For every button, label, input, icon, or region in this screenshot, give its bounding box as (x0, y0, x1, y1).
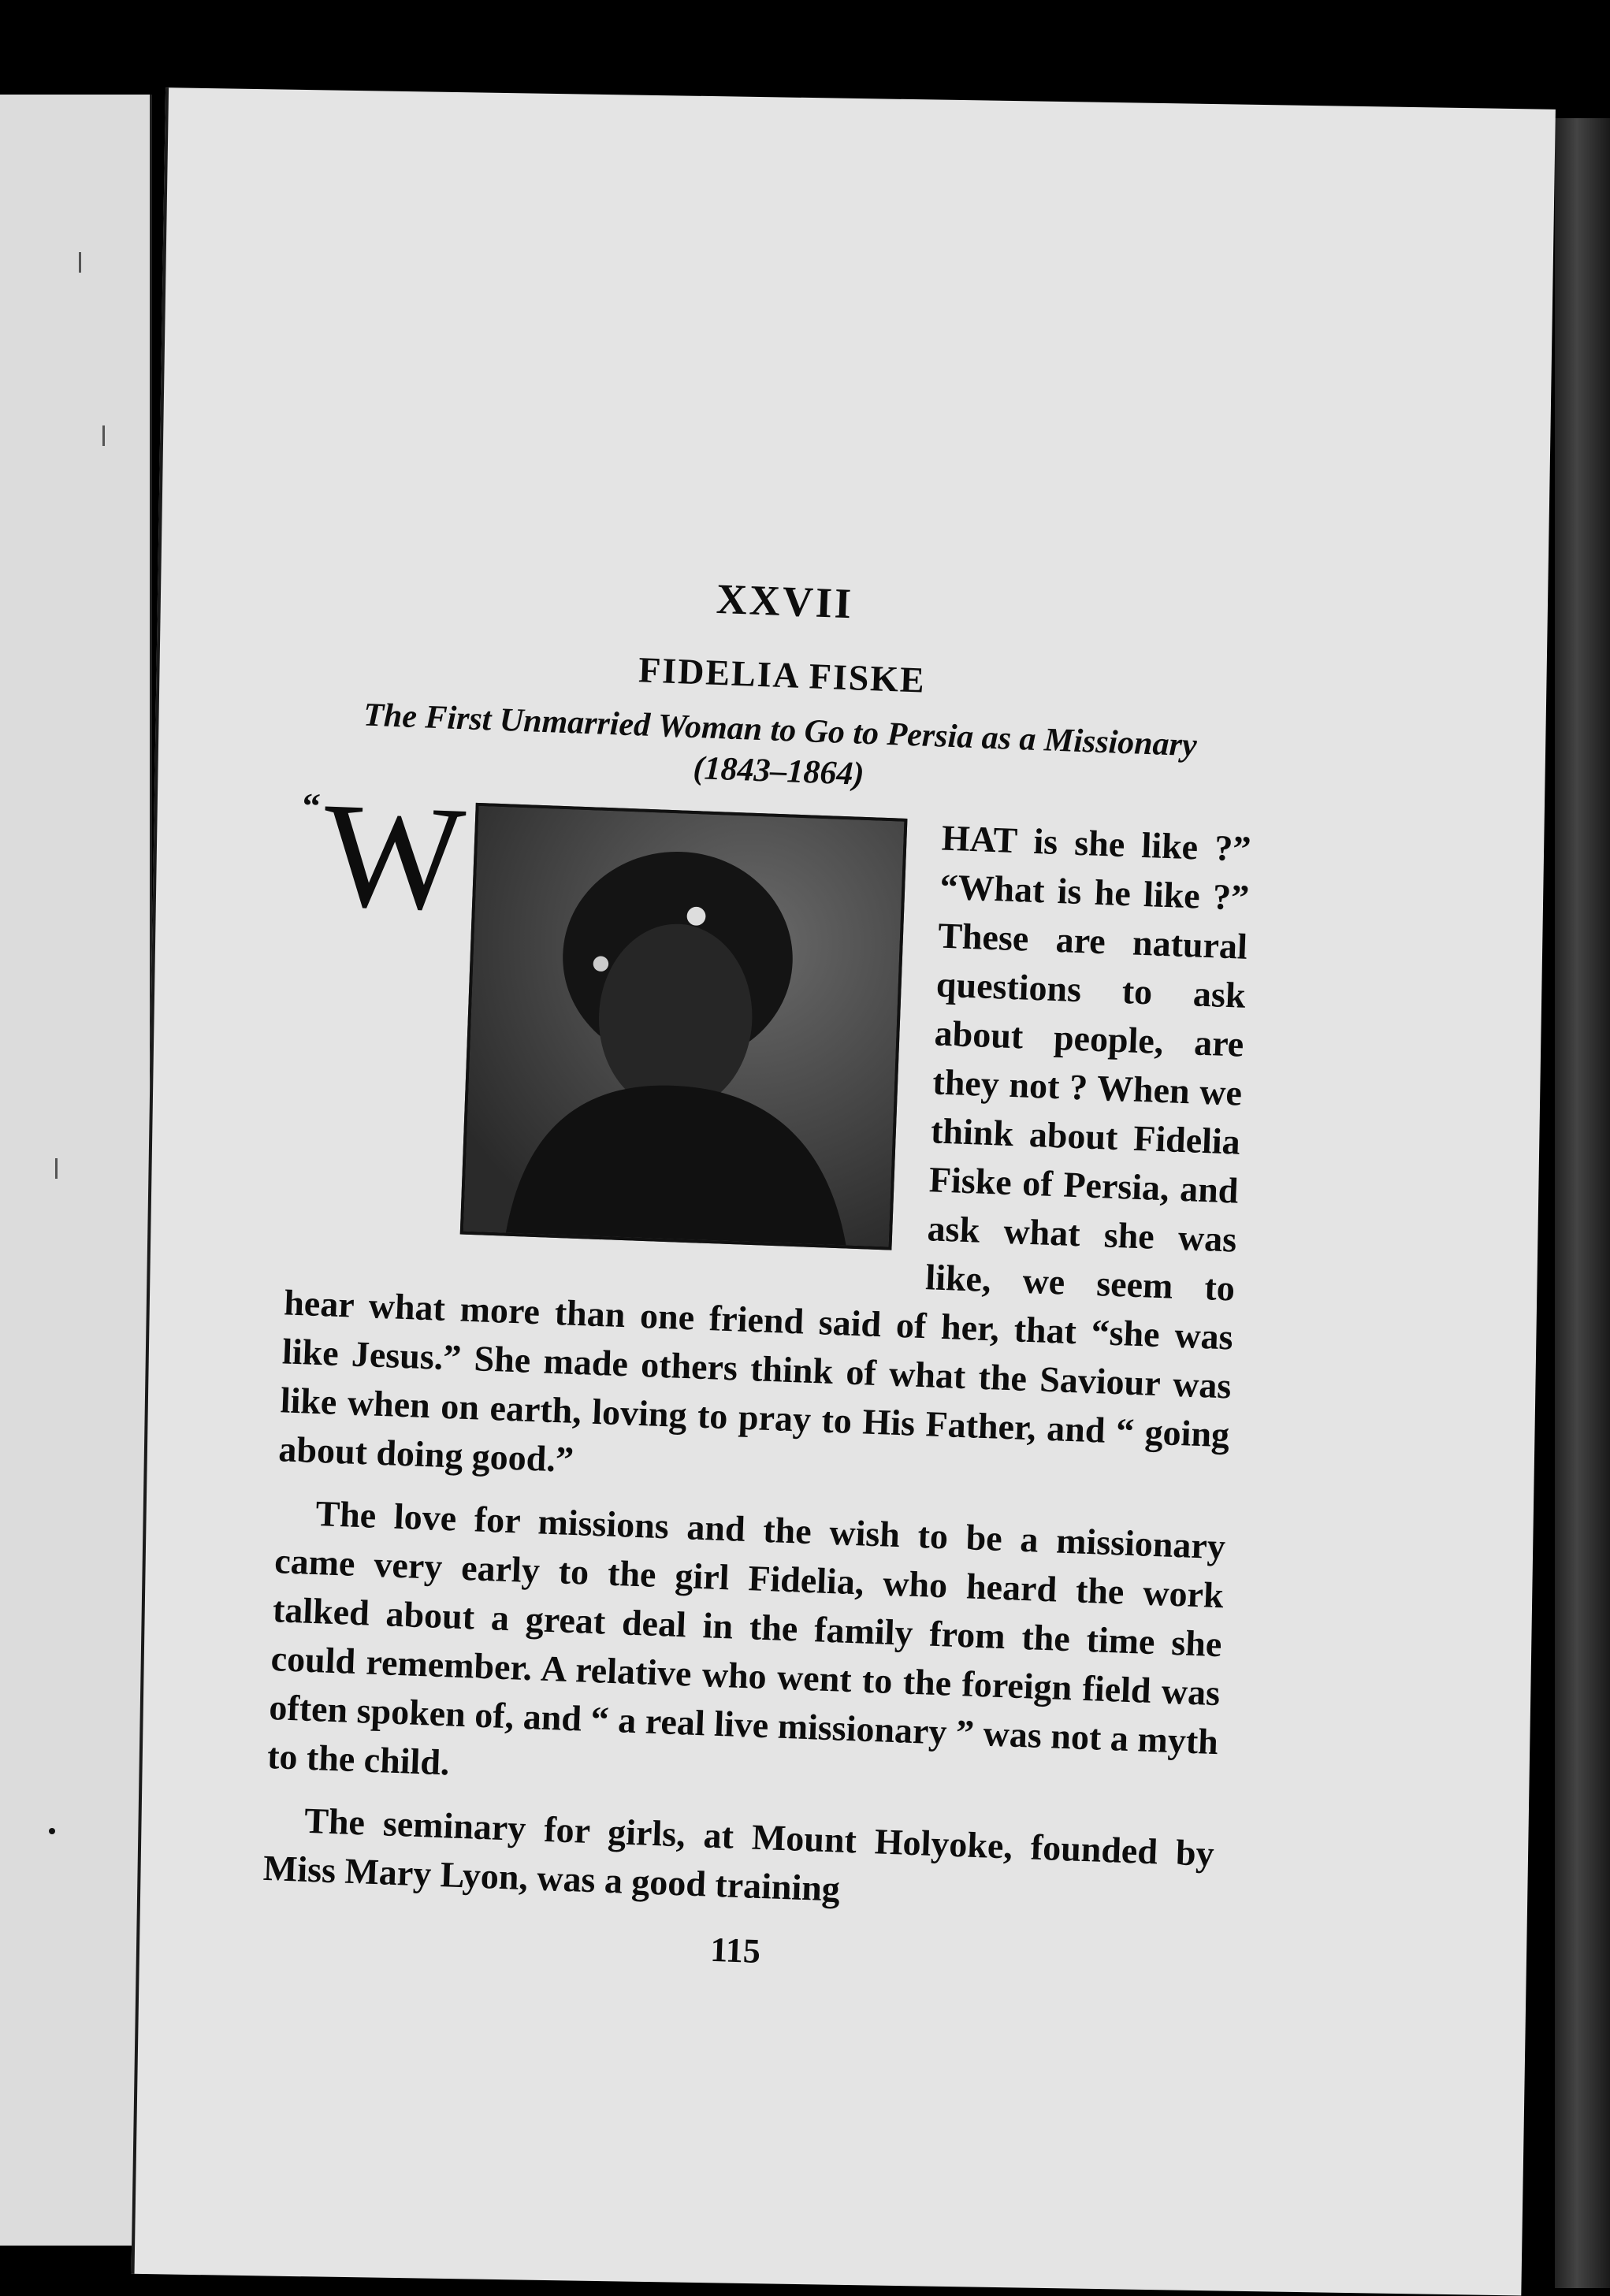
drop-cap: W (320, 771, 468, 943)
paragraph-intro (277, 771, 1252, 1509)
page-mark (79, 252, 81, 273)
paragraph-3: The seminary for girls, at Mount Holyoke, founded by Miss Mary Lyon, was a good training (262, 1800, 1215, 1909)
page-number: 115 (709, 1930, 761, 1971)
chapter-subtitle: The First Unmarried Woman to Go to Persia as a Missionary (1843–1864) (363, 697, 1198, 793)
paragraph-intro-text: HAT is she like ?” “What is he like ?” These are natural questions to ask about people, are they not ? When we think about Fidelia Fiske of Persia, and ask what she was like, we seem to hear what more than one friend said of her, that “she was like Jesus.” She made others think of what the Saviour was like when on earth, loving to pray to His Father, and “ going about doing good.” (277, 817, 1252, 1480)
portrait-figure (463, 806, 904, 1246)
page-content (260, 559, 1260, 1988)
page-mark (102, 425, 105, 446)
opening-quote: “ (301, 785, 322, 827)
facing-page (0, 95, 152, 2246)
chapter-number: XXVII (715, 574, 855, 628)
book-edge (1555, 118, 1610, 2288)
ink-speck (49, 1828, 55, 1834)
page-mark (55, 1158, 58, 1179)
paragraph-2: The love for missions and the wish to be a missionary came very early to the girl Fidelia, who heard the work talked about a great deal in the family from the time she could remember. A relative who went to the foreign field was often spoken of, and “ a real live missionary ” was not a myth to the child. (266, 1493, 1226, 1783)
chapter-title: FIDELIA FISKE (638, 649, 927, 700)
portrait-photo (460, 803, 908, 1250)
